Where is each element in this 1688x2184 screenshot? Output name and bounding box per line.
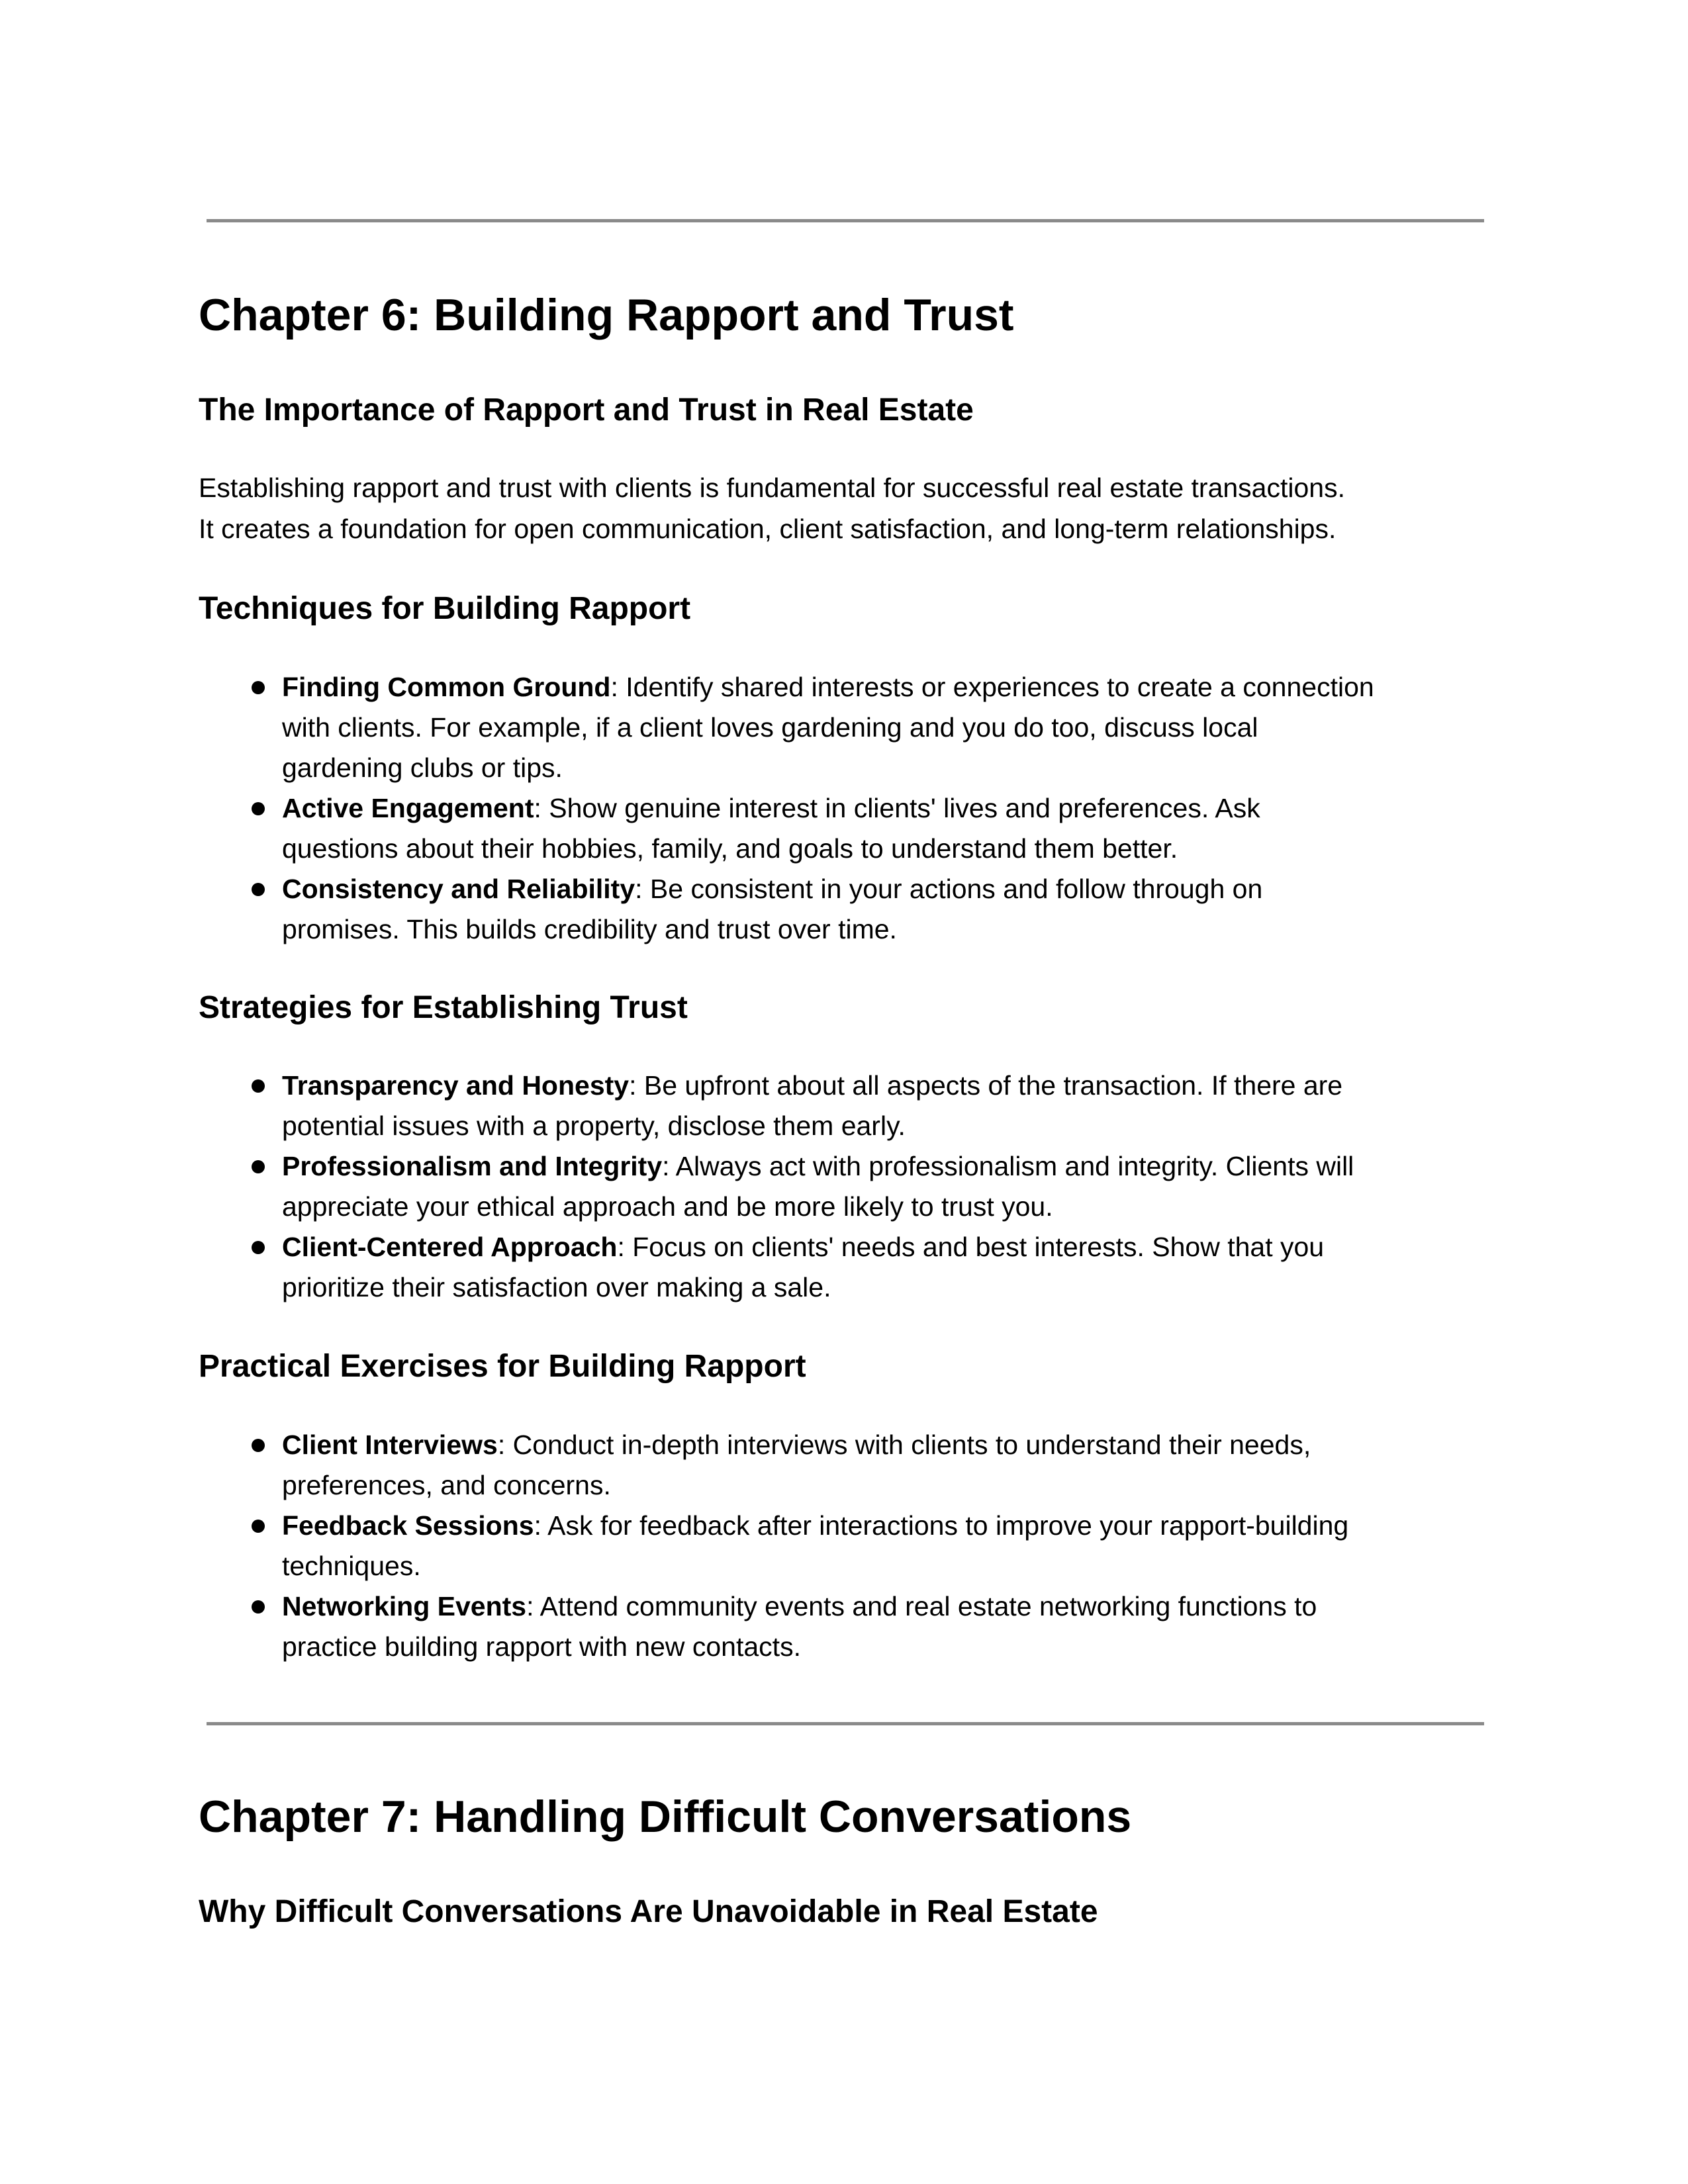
heading-exercises: Practical Exercises for Building Rapport (199, 1349, 806, 1384)
list-item (199, 1506, 1496, 1586)
heading-strategies: Strategies for Establishing Trust (199, 990, 688, 1025)
item-text: questions about their hobbies, family, and goals to understand them better. (282, 833, 1178, 864)
item-text: gardening clubs or tips. (282, 752, 563, 783)
item-term: Client-Centered Approach (282, 1232, 618, 1262)
strategies-list (199, 1066, 1496, 1308)
item-text: potential issues with a property, disclose them early. (282, 1111, 906, 1141)
bullet-icon (252, 802, 265, 815)
item-text: : Attend community events and real estate networking functions to (526, 1591, 1317, 1621)
item-text: techniques. (282, 1551, 421, 1581)
item-term: Active Engagement (282, 793, 534, 823)
heading-unavoidable: Why Difficult Conversations Are Unavoidable in Real Estate (199, 1894, 1098, 1929)
chapter-7-title: Chapter 7: Handling Difficult Conversations (199, 1792, 1132, 1842)
section-divider (207, 1722, 1484, 1725)
item-text: practice building rapport with new contacts. (282, 1631, 801, 1662)
bullet-icon (252, 1600, 265, 1614)
item-term: Feedback Sessions (282, 1510, 534, 1541)
paragraph-line: It creates a foundation for open communication, client satisfaction, and long-term relationships. (199, 514, 1336, 544)
importance-paragraph (199, 467, 1496, 549)
item-term: Networking Events (282, 1591, 527, 1621)
item-text: : Be upfront about all aspects of the transaction. If there are (629, 1070, 1343, 1101)
item-term: Transparency and Honesty (282, 1070, 630, 1101)
list-item (199, 1425, 1496, 1506)
chapter-6-title: Chapter 6: Building Rapport and Trust (199, 290, 1014, 340)
item-text: promises. This builds credibility and trust over time. (282, 914, 897, 944)
list-item (199, 1066, 1496, 1146)
bullet-icon (252, 883, 265, 896)
item-text: : Conduct in-depth interviews with clients to understand their needs, (497, 1430, 1311, 1460)
list-item (199, 1586, 1496, 1667)
item-text: : Focus on clients' needs and best interests. Show that you (617, 1232, 1325, 1262)
heading-techniques: Techniques for Building Rapport (199, 591, 691, 626)
paragraph-line: Establishing rapport and trust with clients is fundamental for successful real estate transactions. (199, 473, 1345, 503)
item-text: appreciate your ethical approach and be more likely to trust you. (282, 1191, 1053, 1222)
item-text: : Be consistent in your actions and follow through on (635, 874, 1263, 904)
techniques-list (199, 667, 1496, 950)
list-item (199, 667, 1496, 788)
bullet-icon (252, 1241, 265, 1254)
heading-importance: The Importance of Rapport and Trust in Real Estate (199, 392, 974, 428)
list-item (199, 1146, 1496, 1227)
exercises-list (199, 1425, 1496, 1667)
bullet-icon (252, 1079, 265, 1093)
item-term: Professionalism and Integrity (282, 1151, 663, 1181)
list-item (199, 788, 1496, 869)
bullet-icon (252, 1439, 265, 1452)
list-item (199, 1227, 1496, 1308)
item-term: Consistency and Reliability (282, 874, 635, 904)
item-text: prioritize their satisfaction over making a sale. (282, 1272, 831, 1302)
list-item (199, 869, 1496, 950)
bullet-icon (252, 1160, 265, 1173)
item-text: : Identify shared interests or experiences to create a connection (610, 672, 1374, 702)
item-text: : Always act with professionalism and integrity. Clients will (662, 1151, 1354, 1181)
item-text: with clients. For example, if a client loves gardening and you do too, discuss local (282, 712, 1258, 743)
bullet-icon (252, 1520, 265, 1533)
item-text: preferences, and concerns. (282, 1470, 611, 1500)
item-text: : Ask for feedback after interactions to improve your rapport-building (534, 1510, 1349, 1541)
item-term: Finding Common Ground (282, 672, 611, 702)
item-text: : Show genuine interest in clients' lives and preferences. Ask (534, 793, 1260, 823)
bullet-icon (252, 681, 265, 694)
item-term: Client Interviews (282, 1430, 498, 1460)
section-divider (207, 219, 1484, 222)
